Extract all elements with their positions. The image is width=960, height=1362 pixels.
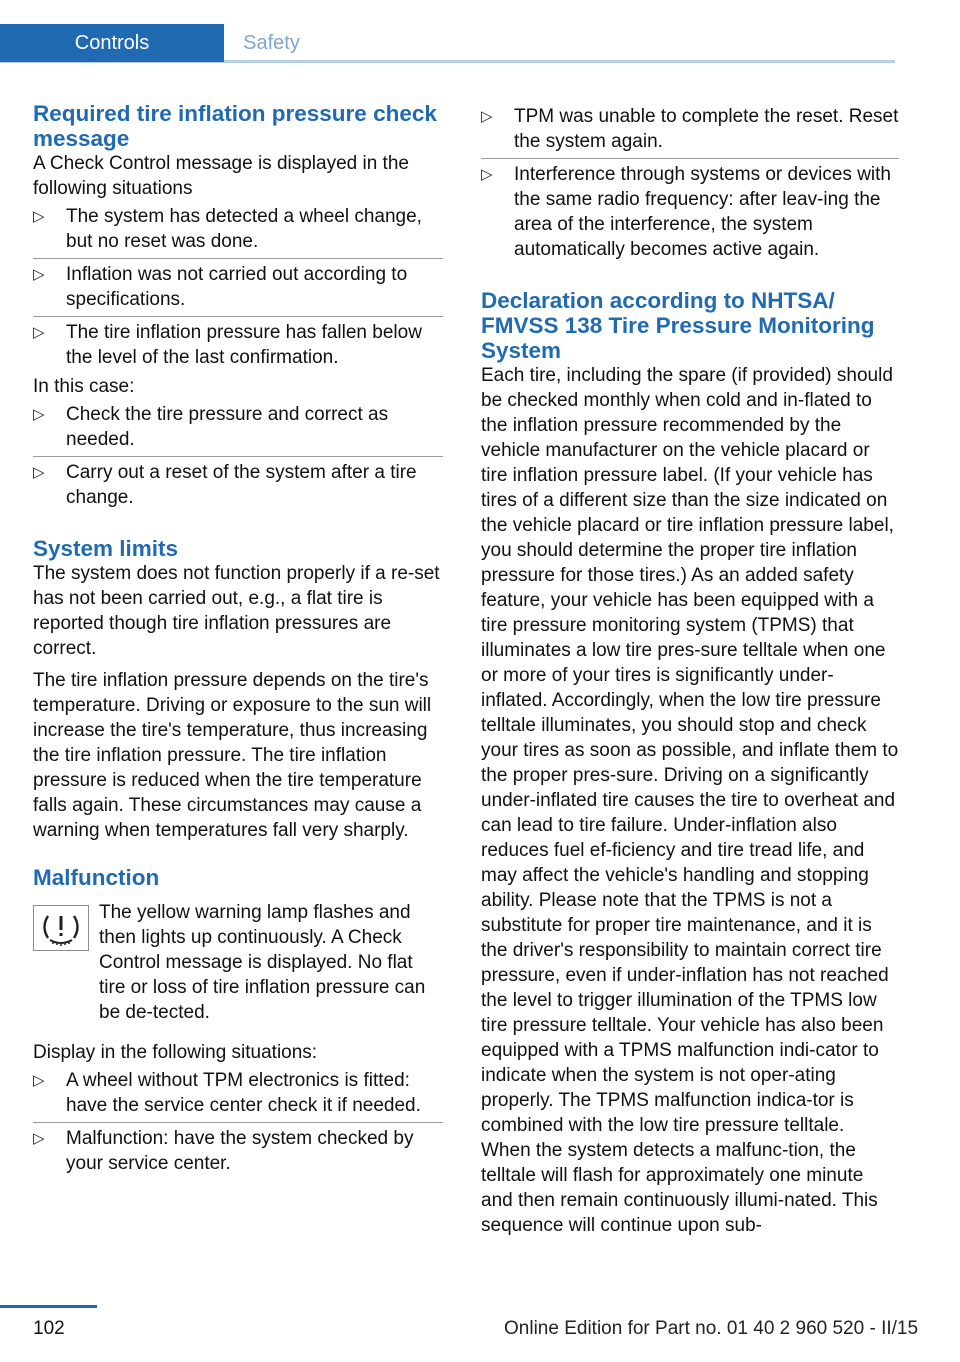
paragraph: In this case: bbox=[33, 376, 135, 397]
heading-nhtsa-declaration: Declaration according to NHTSA/ FMVSS 138 Tire Pressure Monitoring System bbox=[481, 288, 875, 363]
edition-note: Online Edition for Part no. 01 40 2 960 520 - II/15 bbox=[504, 1318, 919, 1339]
right-column bbox=[481, 101, 899, 1238]
list-item: ▷ Malfunction: have the system checked by your service center. bbox=[33, 1128, 414, 1174]
paragraph: The system does not function properly if a re-set has not been carried out, e.g., a flat tire is reported though tire inflation pressures are correct. bbox=[33, 563, 440, 659]
page-number: 102 bbox=[33, 1318, 65, 1339]
paragraph: The yellow warning lamp flashes and then lights up continuously. A Check Control message is displayed. No flat tire or loss of tire inflation pressure can be de-tected. bbox=[99, 902, 426, 1023]
left-column bbox=[33, 101, 443, 1180]
triangle-bullet-icon: ▷ bbox=[33, 324, 45, 341]
section-tab-bar bbox=[0, 24, 895, 63]
paragraph: Display in the following situations: bbox=[33, 1042, 318, 1063]
list-item: ▷ Carry out a reset of the system after a tire change. bbox=[33, 462, 417, 508]
heading-system-limits: System limits bbox=[33, 536, 179, 561]
tab-safety[interactable]: Safety bbox=[243, 32, 300, 54]
triangle-bullet-icon: ▷ bbox=[33, 1072, 45, 1089]
list-item: ▷ The tire inflation pressure has fallen below the level of the last confirmation. bbox=[33, 322, 422, 368]
triangle-bullet-icon: ▷ bbox=[33, 1130, 45, 1147]
footer-rule bbox=[0, 1305, 97, 1308]
list-item: ▷ Check the tire pressure and correct as needed. bbox=[33, 399, 443, 457]
tab-controls[interactable]: Controls bbox=[0, 24, 224, 62]
list-item: ▷ Inflation was not carried out according to specifications. bbox=[33, 259, 443, 317]
list-item: ▷ TPM was unable to complete the reset. Reset the system again. bbox=[481, 101, 899, 159]
tire-pressure-warning-icon bbox=[33, 905, 89, 951]
paragraph: Each tire, including the spare (if provided) should be checked monthly when cold and in-flated to the inflation pressure recommended by the vehicle manufacturer on the vehicle placard or tire inflation pressure label. (If your vehicle has tires of a different size than the size indicated on the vehicle placard or tire inflation pressure label, you should determine the proper tire inflation pressure for those tires.) As an added safety feature, your vehicle has been equipped with a tire pressure monitoring system (TPMS) that illuminates a low tire pres-sure telltale when one or more of your tires is significantly under-inflated. Accordingly, when the low tire pressure telltale illuminates, you should stop and check your tires as soon as possible, and inflate them to the proper pres-sure. Driving on a significantly under-inflated tire causes the tire to overheat and can lead to tire failure. Under-inflation also reduces fuel ef-ficiency and tire tread life, and may affect the vehicle's handling and stopping ability. Please note that the TPMS is not a substitute for proper tire maintenance, and it is the driver's responsibility to maintain correct tire pressure, even if under-inflation has not reached the level to trigger illumination of the TPMS low tire pressure telltale. Your vehicle has also been equipped with a TPMS malfunction indi-cator to indicate when the system is not oper-ating properly. The TPMS malfunction indica-tor is combined with the low tire pressure telltale. When the system detects a malfunc-tion, the telltale will flash for approximately one minute and then remain continuously illumi-nated. This sequence will continue upon sub- bbox=[481, 365, 899, 1236]
malfunction-list bbox=[481, 101, 899, 266]
list-item: ▷ Interference through systems or devices with the same radio frequency: after leav-ing the area of the interference, the system automatically becomes active again. bbox=[481, 164, 892, 260]
heading-inflation-check: Required tire inflation pressure check message bbox=[33, 101, 437, 151]
heading-malfunction: Malfunction bbox=[33, 865, 160, 890]
triangle-bullet-icon: ▷ bbox=[481, 108, 493, 125]
triangle-bullet-icon: ▷ bbox=[33, 406, 45, 423]
triangle-bullet-icon: ▷ bbox=[33, 464, 45, 481]
triangle-bullet-icon: ▷ bbox=[33, 266, 45, 283]
triangle-bullet-icon: ▷ bbox=[481, 166, 493, 183]
paragraph: The tire inflation pressure depends on the tire's temperature. Driving or exposure to the sun will increase the tire's temperature, thus increasing the tire inflation pressure. The tire inflation pressure is reduced when the tire temperature falls again. These circumstances may cause a warning when temperatures fall very sharply. bbox=[33, 670, 432, 841]
list-item: ▷ The system has detected a wheel change, but no reset was done. bbox=[33, 201, 443, 259]
display-situation-list bbox=[33, 1065, 443, 1180]
situation-list bbox=[33, 201, 443, 374]
malfunction-block bbox=[33, 900, 443, 1025]
action-list bbox=[33, 399, 443, 514]
triangle-bullet-icon: ▷ bbox=[33, 208, 45, 225]
paragraph: A Check Control message is displayed in the following situations bbox=[33, 153, 409, 199]
list-item: ▷ A wheel without TPM electronics is fitted: have the service center check it if needed. bbox=[33, 1065, 443, 1123]
